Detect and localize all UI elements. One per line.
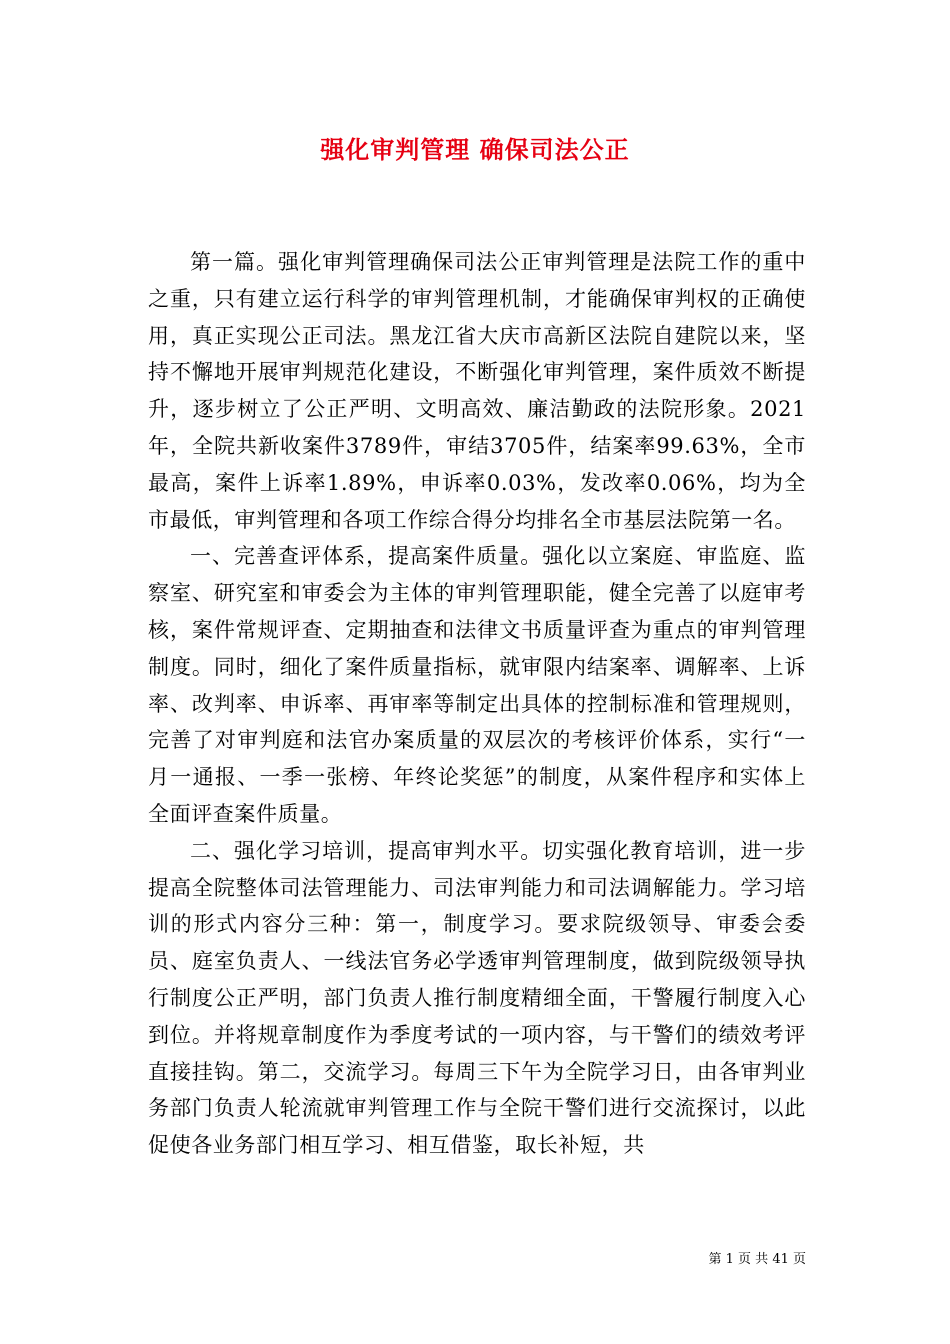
paragraph-section-1: 一、完善查评体系，提高案件质量。强化以立案庭、审监庭、监察室、研究室和审委会为主体的审判管理职能，健全完善了以庭审考核，案件常规评查、定期抽查和法律文书质量评查为重点的审判管理制度。同时，细化了案件质量指标，就审限内结案率、调解率、上诉率、改判率、申诉率、再审率等制定出具体的控制标准和管理规则，完善了对审判庭和法官办案质量的双层次的考核评价体系，实行“一月一通报、一季一张榜、年终论奖惩”的制度，从案件程序和实体上全面评查案件质量。 bbox=[148, 544, 806, 826]
document-title: 强化审判管理 确保司法公正 bbox=[320, 135, 630, 164]
page-number: 第 1 页 共 41 页 bbox=[708, 1252, 806, 1267]
paragraph-section-2: 二、强化学习培训，提高审判水平。切实强化教育培训，进一步提高全院整体司法管理能力、司法审判能力和司法调解能力。学习培训的形式内容分三种：第一，制度学习。要求院级领导、审委会委员、庭室负责人、一线法官务必学透审判管理制度，做到院级领导执行制度公正严明，部门负责人推行制度精细全面，干警履行制度入心到位。并将规章制度作为季度考试的一项内容，与干警们的绩效考评直接挂钩。第二，交流学习。每周三下午为全院学习日，由各审判业务部门负责人轮流就审判管理工作与全院干警们进行交流探讨，以此促使各业务部门相互学习、相互借鉴，取长补短，共 bbox=[148, 838, 806, 1158]
paragraph-intro: 第一篇。强化审判管理确保司法公正审判管理是法院工作的重中之重，只有建立运行科学的审判管理机制，才能确保审判权的正确使用，真正实现公正司法。黑龙江省大庆市高新区法院自建院以来，坚持不懈地开展审判规范化建设，不断强化审判管理，案件质效不断提升，逐步树立了公正严明、文明高效、廉洁勤政的法院形象。2021年，全院共新收案件3789件，审结3705件，结案率99.63%，全市最高，案件上诉率1.89%，申诉率0.03%，发改率0.06%，均为全市最低，审判管理和各项工作综合得分均排名全市基层法院第一名。 bbox=[148, 250, 806, 532]
document-body bbox=[148, 244, 806, 1164]
